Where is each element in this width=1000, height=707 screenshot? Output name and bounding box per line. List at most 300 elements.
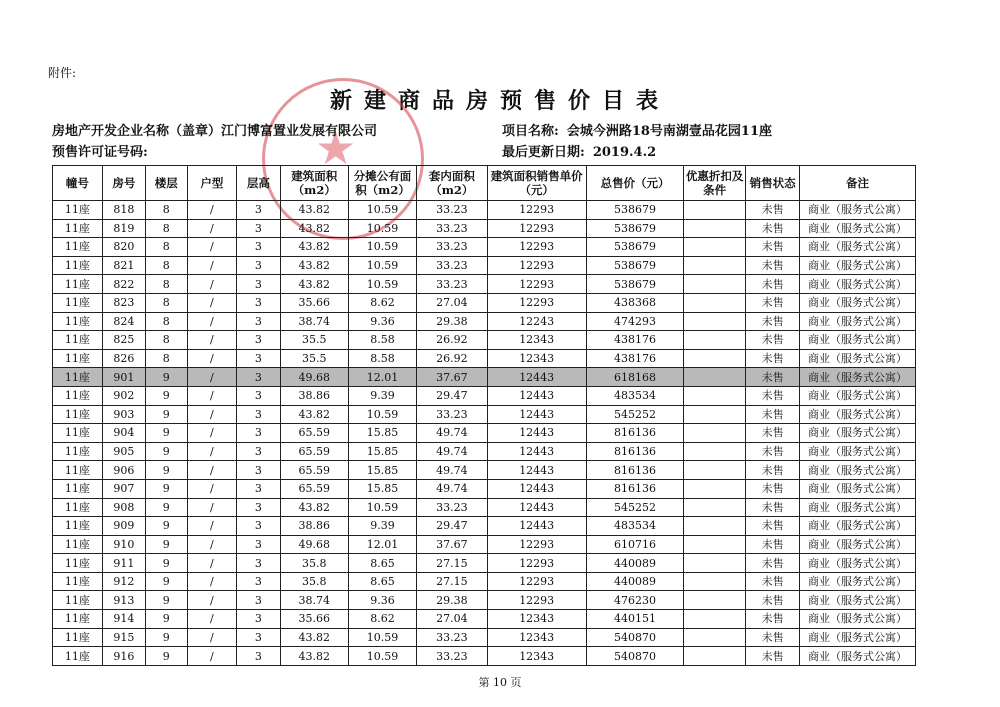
cell-floor: 8: [146, 238, 187, 257]
cell-total-price: 438176: [586, 331, 683, 350]
cell-status: 未售: [746, 647, 800, 666]
cell-unit-type: /: [187, 442, 237, 461]
cell-remarks: 商业（服务式公寓）: [800, 647, 916, 666]
table-row: [53, 293, 916, 312]
cell-status: 未售: [746, 498, 800, 517]
cell-status: 未售: [746, 442, 800, 461]
cell-inner-area: 33.23: [417, 238, 487, 257]
cell-total-price: 816136: [586, 442, 683, 461]
cell-inner-area: 26.92: [417, 331, 487, 350]
cell-unit-type: /: [187, 349, 237, 368]
cell-floor-height: 3: [237, 461, 280, 480]
col-header-floor-height: 层高: [237, 166, 280, 201]
cell-discount: [684, 479, 746, 498]
cell-unit-type: /: [187, 591, 237, 610]
developer-name: 江门博富置业发展有限公司: [221, 124, 378, 139]
col-header-discount: 优惠折扣及条件: [684, 166, 746, 201]
cell-shared-area: 8.65: [348, 572, 416, 591]
cell-status: 未售: [746, 479, 800, 498]
cell-inner-area: 27.15: [417, 554, 487, 573]
cell-shared-area: 10.59: [348, 405, 416, 424]
cell-building: 11座: [53, 201, 103, 220]
cell-remarks: 商业（服务式公寓）: [800, 331, 916, 350]
cell-floor: 9: [146, 647, 187, 666]
cell-remarks: 商业（服务式公寓）: [800, 628, 916, 647]
cell-status: 未售: [746, 517, 800, 536]
cell-status: 未售: [746, 591, 800, 610]
cell-status: 未售: [746, 610, 800, 629]
cell-floor: 8: [146, 219, 187, 238]
cell-total-price: 440089: [586, 572, 683, 591]
cell-floor: 8: [146, 293, 187, 312]
cell-inner-area: 33.23: [417, 275, 487, 294]
cell-unit-price: 12443: [487, 517, 586, 536]
cell-remarks: 商业（服务式公寓）: [800, 238, 916, 257]
table-row: [53, 349, 916, 368]
col-header-unit-type: 户型: [187, 166, 237, 201]
cell-room: 913: [102, 591, 145, 610]
table-body: [53, 201, 916, 666]
cell-shared-area: 9.39: [348, 386, 416, 405]
cell-discount: [684, 275, 746, 294]
cell-remarks: 商业（服务式公寓）: [800, 405, 916, 424]
cell-shared-area: 10.59: [348, 275, 416, 294]
cell-floor: 8: [146, 349, 187, 368]
cell-status: 未售: [746, 368, 800, 387]
cell-discount: [684, 535, 746, 554]
cell-status: 未售: [746, 628, 800, 647]
cell-floor: 9: [146, 628, 187, 647]
cell-floor-height: 3: [237, 405, 280, 424]
cell-floor: 9: [146, 610, 187, 629]
cell-unit-type: /: [187, 554, 237, 573]
col-header-building: 幢号: [53, 166, 103, 201]
cell-unit-price: 12293: [487, 219, 586, 238]
cell-gross-area: 65.59: [280, 424, 348, 443]
cell-floor-height: 3: [237, 312, 280, 331]
cell-unit-price: 12343: [487, 349, 586, 368]
cell-inner-area: 27.04: [417, 293, 487, 312]
cell-total-price: 610716: [586, 535, 683, 554]
cell-shared-area: 12.01: [348, 368, 416, 387]
cell-unit-type: /: [187, 386, 237, 405]
cell-gross-area: 38.74: [280, 591, 348, 610]
cell-status: 未售: [746, 554, 800, 573]
cell-floor-height: 3: [237, 554, 280, 573]
table-row: [53, 331, 916, 350]
cell-floor: 9: [146, 517, 187, 536]
cell-gross-area: 35.8: [280, 572, 348, 591]
cell-room: 901: [102, 368, 145, 387]
table-row: [53, 535, 916, 554]
cell-room: 914: [102, 610, 145, 629]
cell-gross-area: 43.82: [280, 219, 348, 238]
cell-status: 未售: [746, 535, 800, 554]
cell-shared-area: 9.36: [348, 312, 416, 331]
cell-room: 822: [102, 275, 145, 294]
cell-floor-height: 3: [237, 219, 280, 238]
cell-inner-area: 49.74: [417, 424, 487, 443]
cell-gross-area: 49.68: [280, 368, 348, 387]
cell-floor: 9: [146, 461, 187, 480]
cell-room: 824: [102, 312, 145, 331]
cell-unit-price: 12343: [487, 331, 586, 350]
cell-floor: 9: [146, 535, 187, 554]
cell-unit-type: /: [187, 479, 237, 498]
cell-room: 902: [102, 386, 145, 405]
cell-total-price: 545252: [586, 498, 683, 517]
cell-unit-type: /: [187, 572, 237, 591]
cell-unit-price: 12343: [487, 628, 586, 647]
cell-inner-area: 37.67: [417, 535, 487, 554]
cell-floor-height: 3: [237, 386, 280, 405]
cell-total-price: 816136: [586, 461, 683, 480]
cell-status: 未售: [746, 424, 800, 443]
cell-remarks: 商业（服务式公寓）: [800, 461, 916, 480]
cell-room: 904: [102, 424, 145, 443]
cell-shared-area: 9.36: [348, 591, 416, 610]
cell-building: 11座: [53, 331, 103, 350]
cell-floor: 9: [146, 442, 187, 461]
cell-building: 11座: [53, 572, 103, 591]
table-row: [53, 219, 916, 238]
cell-building: 11座: [53, 442, 103, 461]
cell-remarks: 商业（服务式公寓）: [800, 610, 916, 629]
cell-gross-area: 43.82: [280, 498, 348, 517]
cell-status: 未售: [746, 201, 800, 220]
cell-gross-area: 38.86: [280, 517, 348, 536]
cell-room: 909: [102, 517, 145, 536]
col-header-unit-price: 建筑面积销售单价（元）: [487, 166, 586, 201]
cell-room: 912: [102, 572, 145, 591]
cell-remarks: 商业（服务式公寓）: [800, 424, 916, 443]
cell-gross-area: 43.82: [280, 256, 348, 275]
cell-unit-type: /: [187, 498, 237, 517]
cell-building: 11座: [53, 312, 103, 331]
cell-inner-area: 33.23: [417, 201, 487, 220]
cell-building: 11座: [53, 647, 103, 666]
cell-inner-area: 26.92: [417, 349, 487, 368]
cell-building: 11座: [53, 461, 103, 480]
cell-shared-area: 15.85: [348, 424, 416, 443]
cell-building: 11座: [53, 479, 103, 498]
cell-unit-type: /: [187, 628, 237, 647]
cell-floor: 9: [146, 386, 187, 405]
cell-floor-height: 3: [237, 647, 280, 666]
cell-floor: 9: [146, 405, 187, 424]
cell-total-price: 538679: [586, 238, 683, 257]
cell-unit-type: /: [187, 517, 237, 536]
cell-total-price: 483534: [586, 386, 683, 405]
cell-discount: [684, 386, 746, 405]
cell-status: 未售: [746, 293, 800, 312]
cell-room: 915: [102, 628, 145, 647]
cell-floor-height: 3: [237, 256, 280, 275]
cell-total-price: 538679: [586, 256, 683, 275]
cell-unit-type: /: [187, 293, 237, 312]
cell-room: 911: [102, 554, 145, 573]
cell-floor: 8: [146, 201, 187, 220]
cell-unit-price: 12293: [487, 293, 586, 312]
cell-status: 未售: [746, 461, 800, 480]
cell-status: 未售: [746, 275, 800, 294]
cell-remarks: 商业（服务式公寓）: [800, 219, 916, 238]
cell-inner-area: 27.15: [417, 572, 487, 591]
cell-unit-price: 12293: [487, 275, 586, 294]
cell-inner-area: 29.47: [417, 517, 487, 536]
cell-status: 未售: [746, 312, 800, 331]
cell-gross-area: 35.66: [280, 610, 348, 629]
cell-unit-price: 12293: [487, 256, 586, 275]
cell-floor-height: 3: [237, 610, 280, 629]
cell-floor-height: 3: [237, 628, 280, 647]
cell-floor-height: 3: [237, 238, 280, 257]
cell-building: 11座: [53, 591, 103, 610]
cell-building: 11座: [53, 349, 103, 368]
table-row: [53, 554, 916, 573]
cell-shared-area: 10.59: [348, 238, 416, 257]
cell-building: 11座: [53, 219, 103, 238]
cell-unit-type: /: [187, 535, 237, 554]
cell-shared-area: 12.01: [348, 535, 416, 554]
updated-label: 最后更新日期:: [502, 145, 585, 160]
table-row: [53, 517, 916, 536]
cell-status: 未售: [746, 238, 800, 257]
project-info: [502, 120, 772, 139]
table-row: [53, 610, 916, 629]
cell-floor-height: 3: [237, 572, 280, 591]
cell-inner-area: 33.23: [417, 256, 487, 275]
table-row: [53, 591, 916, 610]
cell-floor-height: 3: [237, 331, 280, 350]
cell-floor: 9: [146, 424, 187, 443]
cell-floor-height: 3: [237, 275, 280, 294]
cell-unit-type: /: [187, 219, 237, 238]
cell-total-price: 476230: [586, 591, 683, 610]
cell-unit-price: 12443: [487, 368, 586, 387]
col-header-remarks: 备注: [800, 166, 916, 201]
cell-remarks: 商业（服务式公寓）: [800, 572, 916, 591]
seal-star-icon: ★: [315, 121, 357, 175]
cell-discount: [684, 219, 746, 238]
cell-unit-price: 12243: [487, 312, 586, 331]
col-header-status: 销售状态: [746, 166, 800, 201]
cell-gross-area: 65.59: [280, 442, 348, 461]
cell-unit-type: /: [187, 312, 237, 331]
cell-total-price: 474293: [586, 312, 683, 331]
cell-shared-area: 8.58: [348, 331, 416, 350]
cell-discount: [684, 331, 746, 350]
cell-unit-type: /: [187, 461, 237, 480]
cell-building: 11座: [53, 405, 103, 424]
table-row: [53, 424, 916, 443]
cell-room: 907: [102, 479, 145, 498]
cell-total-price: 538679: [586, 219, 683, 238]
cell-remarks: 商业（服务式公寓）: [800, 535, 916, 554]
cell-unit-type: /: [187, 424, 237, 443]
cell-floor: 9: [146, 572, 187, 591]
cell-floor: 8: [146, 312, 187, 331]
cell-discount: [684, 572, 746, 591]
cell-building: 11座: [53, 517, 103, 536]
cell-status: 未售: [746, 572, 800, 591]
cell-total-price: 483534: [586, 517, 683, 536]
cell-remarks: 商业（服务式公寓）: [800, 293, 916, 312]
cell-discount: [684, 628, 746, 647]
cell-room: 825: [102, 331, 145, 350]
cell-unit-type: /: [187, 610, 237, 629]
cell-unit-price: 12293: [487, 201, 586, 220]
cell-gross-area: 35.66: [280, 293, 348, 312]
col-header-room: 房号: [102, 166, 145, 201]
cell-discount: [684, 461, 746, 480]
cell-total-price: 538679: [586, 275, 683, 294]
col-header-floor: 楼层: [146, 166, 187, 201]
cell-shared-area: 15.85: [348, 461, 416, 480]
cell-shared-area: 10.59: [348, 498, 416, 517]
cell-room: 823: [102, 293, 145, 312]
table-row: [53, 201, 916, 220]
price-table: [52, 165, 916, 666]
cell-inner-area: 33.23: [417, 498, 487, 517]
table-row: [53, 405, 916, 424]
cell-building: 11座: [53, 535, 103, 554]
cell-floor-height: 3: [237, 201, 280, 220]
cell-remarks: 商业（服务式公寓）: [800, 591, 916, 610]
cell-total-price: 438368: [586, 293, 683, 312]
cell-remarks: 商业（服务式公寓）: [800, 442, 916, 461]
table-row: [53, 256, 916, 275]
cell-unit-type: /: [187, 405, 237, 424]
cell-unit-price: 12443: [487, 405, 586, 424]
cell-unit-price: 12293: [487, 535, 586, 554]
col-header-gross-area: 建筑面积（m2）: [280, 166, 348, 201]
cell-floor: 9: [146, 554, 187, 573]
cell-discount: [684, 647, 746, 666]
cell-unit-price: 12343: [487, 610, 586, 629]
cell-total-price: 538679: [586, 201, 683, 220]
cell-building: 11座: [53, 628, 103, 647]
page-number: 第 10 页: [478, 676, 522, 689]
cell-total-price: 440089: [586, 554, 683, 573]
cell-floor-height: 3: [237, 442, 280, 461]
table-row: [53, 572, 916, 591]
cell-status: 未售: [746, 349, 800, 368]
cell-discount: [684, 293, 746, 312]
cell-remarks: 商业（服务式公寓）: [800, 368, 916, 387]
cell-total-price: 545252: [586, 405, 683, 424]
table-row: [53, 368, 916, 387]
cell-status: 未售: [746, 331, 800, 350]
cell-remarks: 商业（服务式公寓）: [800, 256, 916, 275]
cell-status: 未售: [746, 219, 800, 238]
cell-discount: [684, 201, 746, 220]
cell-unit-price: 12443: [487, 461, 586, 480]
cell-gross-area: 65.59: [280, 461, 348, 480]
table-header-row: [53, 166, 916, 201]
cell-unit-type: /: [187, 275, 237, 294]
cell-room: 821: [102, 256, 145, 275]
cell-floor-height: 3: [237, 498, 280, 517]
attachment-label: 附件:: [48, 66, 77, 80]
cell-gross-area: 43.82: [280, 647, 348, 666]
cell-inner-area: 33.23: [417, 219, 487, 238]
developer-label: 房地产开发企业名称（盖章）: [52, 124, 222, 139]
cell-discount: [684, 256, 746, 275]
cell-gross-area: 43.82: [280, 275, 348, 294]
cell-remarks: 商业（服务式公寓）: [800, 554, 916, 573]
col-header-shared-area: 分摊公有面积（m2）: [348, 166, 416, 201]
cell-unit-type: /: [187, 201, 237, 220]
cell-building: 11座: [53, 386, 103, 405]
cell-building: 11座: [53, 554, 103, 573]
cell-floor-height: 3: [237, 349, 280, 368]
cell-gross-area: 35.5: [280, 331, 348, 350]
cell-building: 11座: [53, 498, 103, 517]
cell-building: 11座: [53, 256, 103, 275]
cell-shared-area: 8.62: [348, 610, 416, 629]
cell-total-price: 540870: [586, 628, 683, 647]
cell-discount: [684, 442, 746, 461]
cell-discount: [684, 610, 746, 629]
cell-remarks: 商业（服务式公寓）: [800, 517, 916, 536]
cell-floor-height: 3: [237, 517, 280, 536]
cell-unit-type: /: [187, 331, 237, 350]
cell-total-price: 438176: [586, 349, 683, 368]
cell-discount: [684, 498, 746, 517]
cell-total-price: 540870: [586, 647, 683, 666]
cell-unit-price: 12443: [487, 386, 586, 405]
cell-unit-price: 12443: [487, 424, 586, 443]
cell-room: 903: [102, 405, 145, 424]
cell-gross-area: 38.86: [280, 386, 348, 405]
cell-shared-area: 10.59: [348, 256, 416, 275]
cell-shared-area: 10.59: [348, 628, 416, 647]
cell-gross-area: 35.5: [280, 349, 348, 368]
cell-status: 未售: [746, 256, 800, 275]
cell-floor: 8: [146, 275, 187, 294]
cell-discount: [684, 349, 746, 368]
table-row: [53, 386, 916, 405]
table-row: [53, 479, 916, 498]
developer-info: [52, 120, 377, 139]
cell-floor-height: 3: [237, 368, 280, 387]
cell-floor-height: 3: [237, 535, 280, 554]
cell-room: 908: [102, 498, 145, 517]
cell-room: 916: [102, 647, 145, 666]
cell-building: 11座: [53, 424, 103, 443]
cell-gross-area: 38.74: [280, 312, 348, 331]
updated-info: [502, 141, 656, 160]
cell-remarks: 商业（服务式公寓）: [800, 386, 916, 405]
cell-gross-area: 43.82: [280, 628, 348, 647]
cell-gross-area: 43.82: [280, 405, 348, 424]
cell-total-price: 816136: [586, 479, 683, 498]
permit-label: 预售许可证号码:: [52, 145, 148, 160]
cell-unit-price: 12293: [487, 572, 586, 591]
cell-remarks: 商业（服务式公寓）: [800, 479, 916, 498]
table-row: [53, 461, 916, 480]
cell-building: 11座: [53, 275, 103, 294]
cell-unit-price: 12293: [487, 238, 586, 257]
cell-inner-area: 29.47: [417, 386, 487, 405]
cell-floor: 8: [146, 256, 187, 275]
cell-unit-type: /: [187, 647, 237, 666]
cell-building: 11座: [53, 368, 103, 387]
cell-floor: 8: [146, 331, 187, 350]
cell-total-price: 618168: [586, 368, 683, 387]
cell-unit-price: 12443: [487, 442, 586, 461]
